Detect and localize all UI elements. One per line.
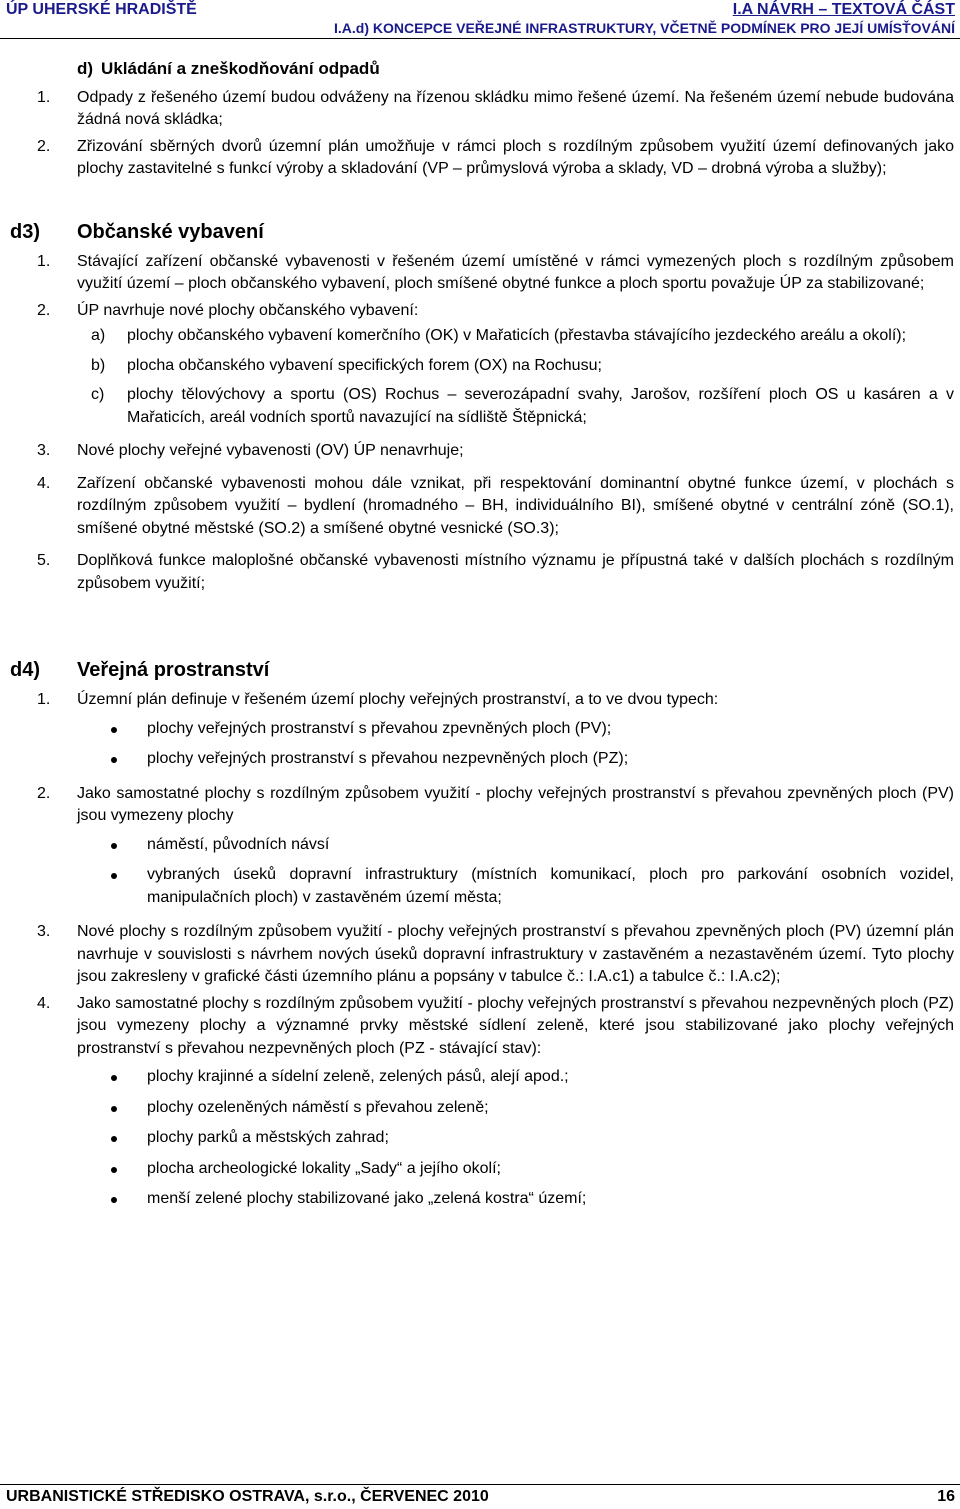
- item-number: 4.: [37, 994, 51, 1012]
- item-text: Zařízení občanské vybavenosti mohou dále vznikat, při respektování dominantní obytné funkce území, v plochách s rozdílným způsobem využití – bydlení (hromadného – BH, individuálního BI), smíšené obytné v centrální zóně (SO.1), smíšené obytné městské (SO.2) a smíšené obytné vesnické (SO.3);: [77, 474, 954, 537]
- bullet-text: menší zelené plochy stabilizované jako „zelená kostra“ území;: [147, 1190, 587, 1207]
- spacer: [0, 599, 960, 657]
- bullet-icon: [77, 834, 147, 857]
- list-item: [0, 136, 960, 181]
- sub-item: [77, 355, 954, 378]
- bullet-item: [77, 1127, 954, 1150]
- list-item: [0, 783, 960, 918]
- sub-letter: b): [91, 356, 106, 374]
- item-text: Jako samostatné plochy s rozdílným způsobem využití - plochy veřejných prostranství s převahou nezpevněných ploch (PZ) jsou vymezeny plochy a významné prvky městské sídlení zeleně, které jsou stabilizované jako plochy veřejných prostranství s převahou nezpevněných ploch (PZ - stávající stav):: [77, 994, 954, 1057]
- item-number: 4.: [37, 474, 51, 492]
- list-item: [0, 87, 960, 132]
- item-text: ÚP navrhuje nové plochy občanského vybavení:: [77, 301, 419, 319]
- bullet-item: [77, 1188, 954, 1211]
- bullet-item: [77, 864, 954, 909]
- item-number: 5.: [37, 552, 51, 569]
- page-footer: [0, 1484, 960, 1508]
- list-item: [0, 473, 960, 541]
- list-item: [0, 921, 960, 989]
- section-d4-heading: [0, 657, 960, 683]
- list-item: [0, 440, 960, 463]
- sub-text: plocha občanského vybavení specifických forem (OX) na Rochusu;: [127, 356, 602, 374]
- section-label: d): [77, 59, 94, 78]
- sub-letter: a): [91, 327, 106, 344]
- bullet-text: plochy veřejných prostranství s převahou zpevněných ploch (PV);: [147, 719, 612, 737]
- page-number: 16: [937, 1488, 955, 1505]
- item-text: Nové plochy veřejné vybavenosti (OV) ÚP nenavrhuje;: [77, 442, 464, 459]
- bullet-item: [77, 1158, 954, 1181]
- bullet-item: [77, 834, 954, 857]
- bullet-text: vybraných úseků dopravní infrastruktury (místních komunikací, ploch pro parkování osobních vozidel, manipulačních ploch) v zastavěném území města;: [147, 866, 954, 906]
- bullet-text: plocha archeologické lokality „Sady“ a jejího okolí;: [147, 1159, 501, 1177]
- item-number: 2.: [37, 784, 51, 802]
- section-label: d3): [10, 220, 40, 243]
- footer-divider: [0, 1484, 960, 1485]
- item-number: 1.: [37, 88, 51, 106]
- header-divider: [0, 38, 960, 39]
- bullet-item: [77, 748, 954, 771]
- spacer: [0, 185, 960, 219]
- item-body: [77, 993, 954, 1219]
- item-text: Jako samostatné plochy s rozdílným způsobem využití - plochy veřejných prostranství s převahou zpevněných ploch (PV) jsou vymezeny plochy: [77, 784, 954, 824]
- list-item: [0, 550, 960, 595]
- bullet-icon: [77, 1188, 147, 1211]
- sub-letter: c): [91, 386, 105, 403]
- sub-text: plochy tělovýchovy a sportu (OS) Rochus – severozápadní svahy, Jarošov, rozšíření ploch OS u kasáren a v Mařaticích, areál vodních sportů navazující na sídliště Štěpnická;: [127, 386, 954, 426]
- footer-organization: URBANISTICKÉ STŘEDISKO OSTRAVA, s.r.o., ČERVENEC 2010: [6, 1488, 489, 1505]
- list-item: [0, 251, 960, 296]
- item-text: Stávající zařízení občanské vybavenosti v řešeném území umístěné v rámci vymezených ploch s rozdílným způsobem využití území – ploch občanského vybavení, ploch smíšené obytné funkce a ploch sportu považuje ÚP za stabilizované;: [77, 252, 954, 292]
- page-body: [0, 58, 960, 1223]
- bullet-item: [77, 1066, 954, 1089]
- item-text: Zřizování sběrných dvorů územní plán umožňuje v rámci ploch s rozdílným způsobem využití území definovaných jako plochy zastavitelné s funkcí výroby a skladování (VP – průmyslová výroba a sklady, VD – drobná výroba a služby);: [77, 137, 954, 177]
- item-body: [77, 783, 954, 918]
- sub-text: plochy občanského vybavení komerčního (OK) v Mařaticích (přestavba stávajícího jezdeckého areálu a okolí);: [127, 327, 907, 344]
- bullet-item: [77, 1097, 954, 1120]
- item-text: Územní plán definuje v řešeném území plochy veřejných prostranství, a to ve dvou typech:: [77, 691, 719, 708]
- item-text: Odpady z řešeného území budou odváženy na řízenou skládku mimo řešené území. Na řešeném území nebude budována žádná nová skládka;: [77, 88, 954, 128]
- document-title: ÚP UHERSKÉ HRADIŠTĚ: [6, 1, 197, 18]
- item-number: 2.: [37, 301, 51, 319]
- item-text: Doplňková funkce maloplošné občanské vybavenosti místního významu je přípustná také v dalších plochách s rozdílným způsobem využití;: [77, 552, 954, 592]
- bullet-icon: [77, 1097, 147, 1120]
- section-title: Veřejná prostranství: [77, 659, 270, 681]
- item-body: [77, 300, 954, 437]
- sub-item: [77, 325, 954, 348]
- item-text: Nové plochy s rozdílným způsobem využití - plochy veřejných prostranství s převahou zpevněných ploch (PV) územní plán navrhuje v souvislosti s návrhem nových úseků dopravní infrastruktury v zastavěném a nezastavěném území. Tyto plochy jsou zakresleny v grafické části územního plánu a popsány v tabulce č.: I.A.c1) a tabulce č.: I.A.c2);: [77, 923, 954, 985]
- chapter-title: I.A.d) KONCEPCE VEŘEJNÉ INFRASTRUKTURY, VČETNĚ PODMÍNEK PRO JEJÍ UMÍSŤOVÁNÍ: [334, 20, 955, 36]
- item-body: [77, 689, 954, 779]
- bullet-text: plochy krajinné a sídelní zeleně, zelených pásů, alejí apod.;: [147, 1068, 569, 1085]
- item-number: 1.: [37, 691, 51, 708]
- sub-item: [77, 384, 954, 429]
- list-item: [0, 993, 960, 1219]
- bullet-icon: [77, 718, 147, 741]
- bullet-text: náměstí, původních návsí: [147, 835, 330, 853]
- bullet-text: plochy parků a městských zahrad;: [147, 1129, 389, 1146]
- section-title: Občanské vybavení: [77, 220, 264, 243]
- bullet-icon: [77, 748, 147, 771]
- bullet-text: plochy ozeleněných náměstí s převahou zeleně;: [147, 1098, 489, 1116]
- page-header: [0, 0, 960, 38]
- bullet-icon: [77, 1127, 147, 1150]
- item-number: 2.: [37, 137, 51, 155]
- bullet-icon: [77, 1158, 147, 1181]
- section-title: Ukládání a zneškodňování odpadů: [101, 59, 380, 78]
- item-number: 1.: [37, 252, 51, 270]
- item-number: 3.: [37, 923, 51, 940]
- bullet-item: [77, 718, 954, 741]
- section-d3-heading: [0, 219, 960, 245]
- section-label: d4): [10, 659, 40, 681]
- item-number: 3.: [37, 442, 51, 459]
- section-d-heading: [0, 58, 960, 81]
- part-title: I.A NÁVRH – TEXTOVÁ ČÁST: [732, 1, 955, 18]
- bullet-text: plochy veřejných prostranství s převahou nezpevněných ploch (PZ);: [147, 750, 629, 767]
- list-item: [0, 689, 960, 779]
- bullet-icon: [77, 1066, 147, 1089]
- list-item: [0, 300, 960, 437]
- bullet-icon: [77, 864, 147, 909]
